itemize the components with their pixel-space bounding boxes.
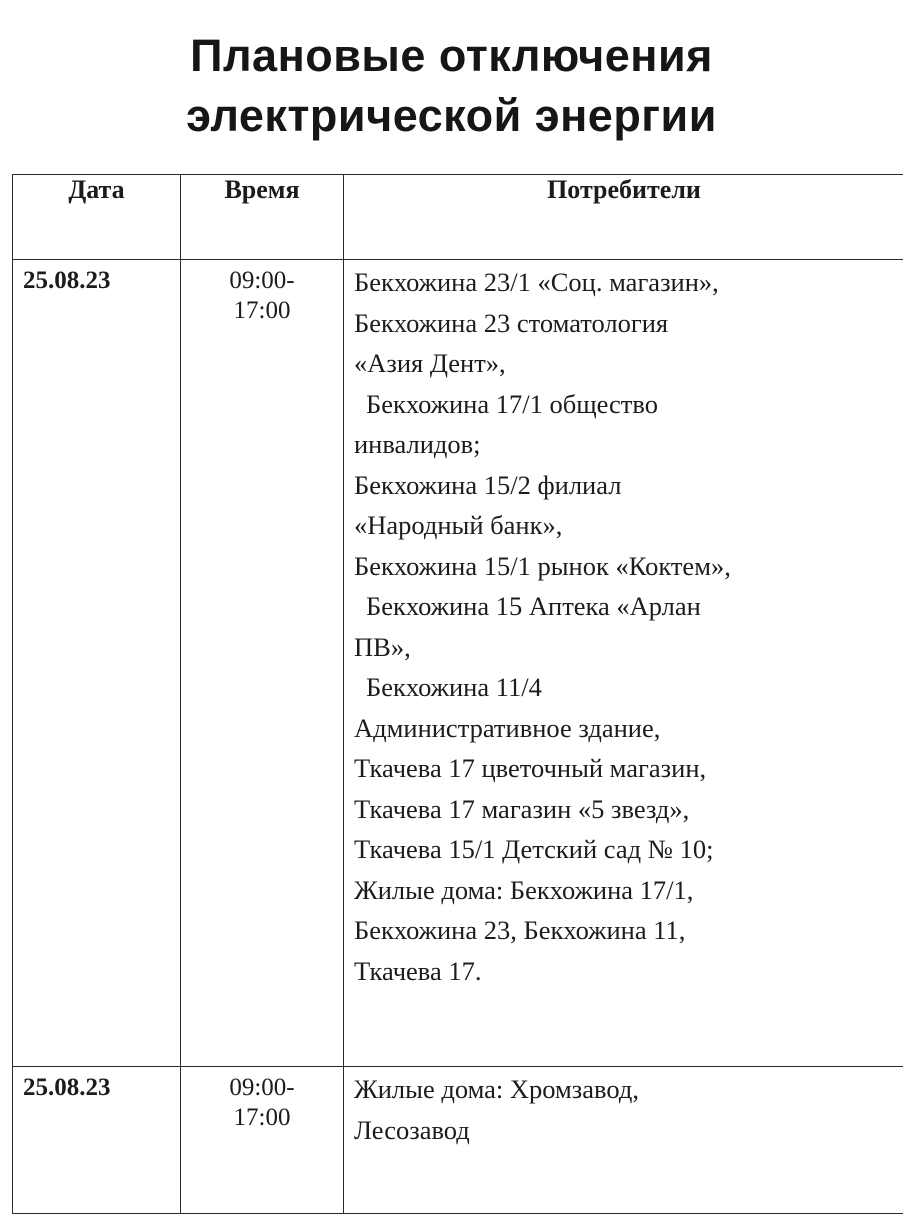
consumer-line: Ткачева 15/1 Детский сад № 10; [354,829,903,870]
consumer-line: Ткачева 17 цветочный магазин, [354,748,903,789]
title-line-2: электрической энергии [0,86,903,146]
outage-table [12,174,903,1214]
table-header-row [13,175,903,260]
consumer-line: Бекхожина 15/2 филиал [354,465,903,506]
header-time: Время [181,175,344,260]
table-row [13,260,903,1067]
consumer-line: инвалидов; [354,424,903,465]
header-date: Дата [13,175,181,260]
consumer-line: Лесозавод [354,1110,903,1151]
title-line-1: Плановые отключения [0,26,903,86]
consumer-line: Жилые дома: Бекхожина 17/1, [354,870,903,911]
row-date: 25.08.23 [13,260,181,1067]
consumer-line: Бекхожина 23 стоматология [354,303,903,344]
consumer-line: Бекхожина 15/1 рынок «Коктем», [354,546,903,587]
consumer-line: Жилые дома: Хромзавод, [354,1069,903,1110]
consumer-line: Бекхожина 17/1 общество [354,384,903,425]
time-end: 17:00 [181,296,343,326]
consumer-line: Ткачева 17. [354,951,903,992]
consumer-line: Бекхожина 23/1 «Соц. магазин», [354,262,903,303]
time-start: 09:00- [181,266,343,296]
consumer-line: «Азия Дент», [354,343,903,384]
time-start: 09:00- [181,1073,343,1103]
consumer-line: «Народный банк», [354,505,903,546]
consumer-line: Бекхожина 23, Бекхожина 11, [354,910,903,951]
row-time [181,260,344,1067]
consumer-line: ПВ», [354,627,903,668]
row-consumers [344,260,903,1067]
consumer-line: Бекхожина 15 Аптека «Арлан [354,586,903,627]
consumer-line: Бекхожина 11/4 [354,667,903,708]
row-consumers [344,1067,903,1214]
time-end: 17:00 [181,1103,343,1133]
row-date: 25.08.23 [13,1067,181,1214]
row-time [181,1067,344,1214]
consumer-line: Административное здание, [354,708,903,749]
consumer-line: Ткачева 17 магазин «5 звезд», [354,789,903,830]
table-row [13,1067,903,1214]
header-consumers: Потребители [344,175,903,260]
page-title [0,26,903,146]
